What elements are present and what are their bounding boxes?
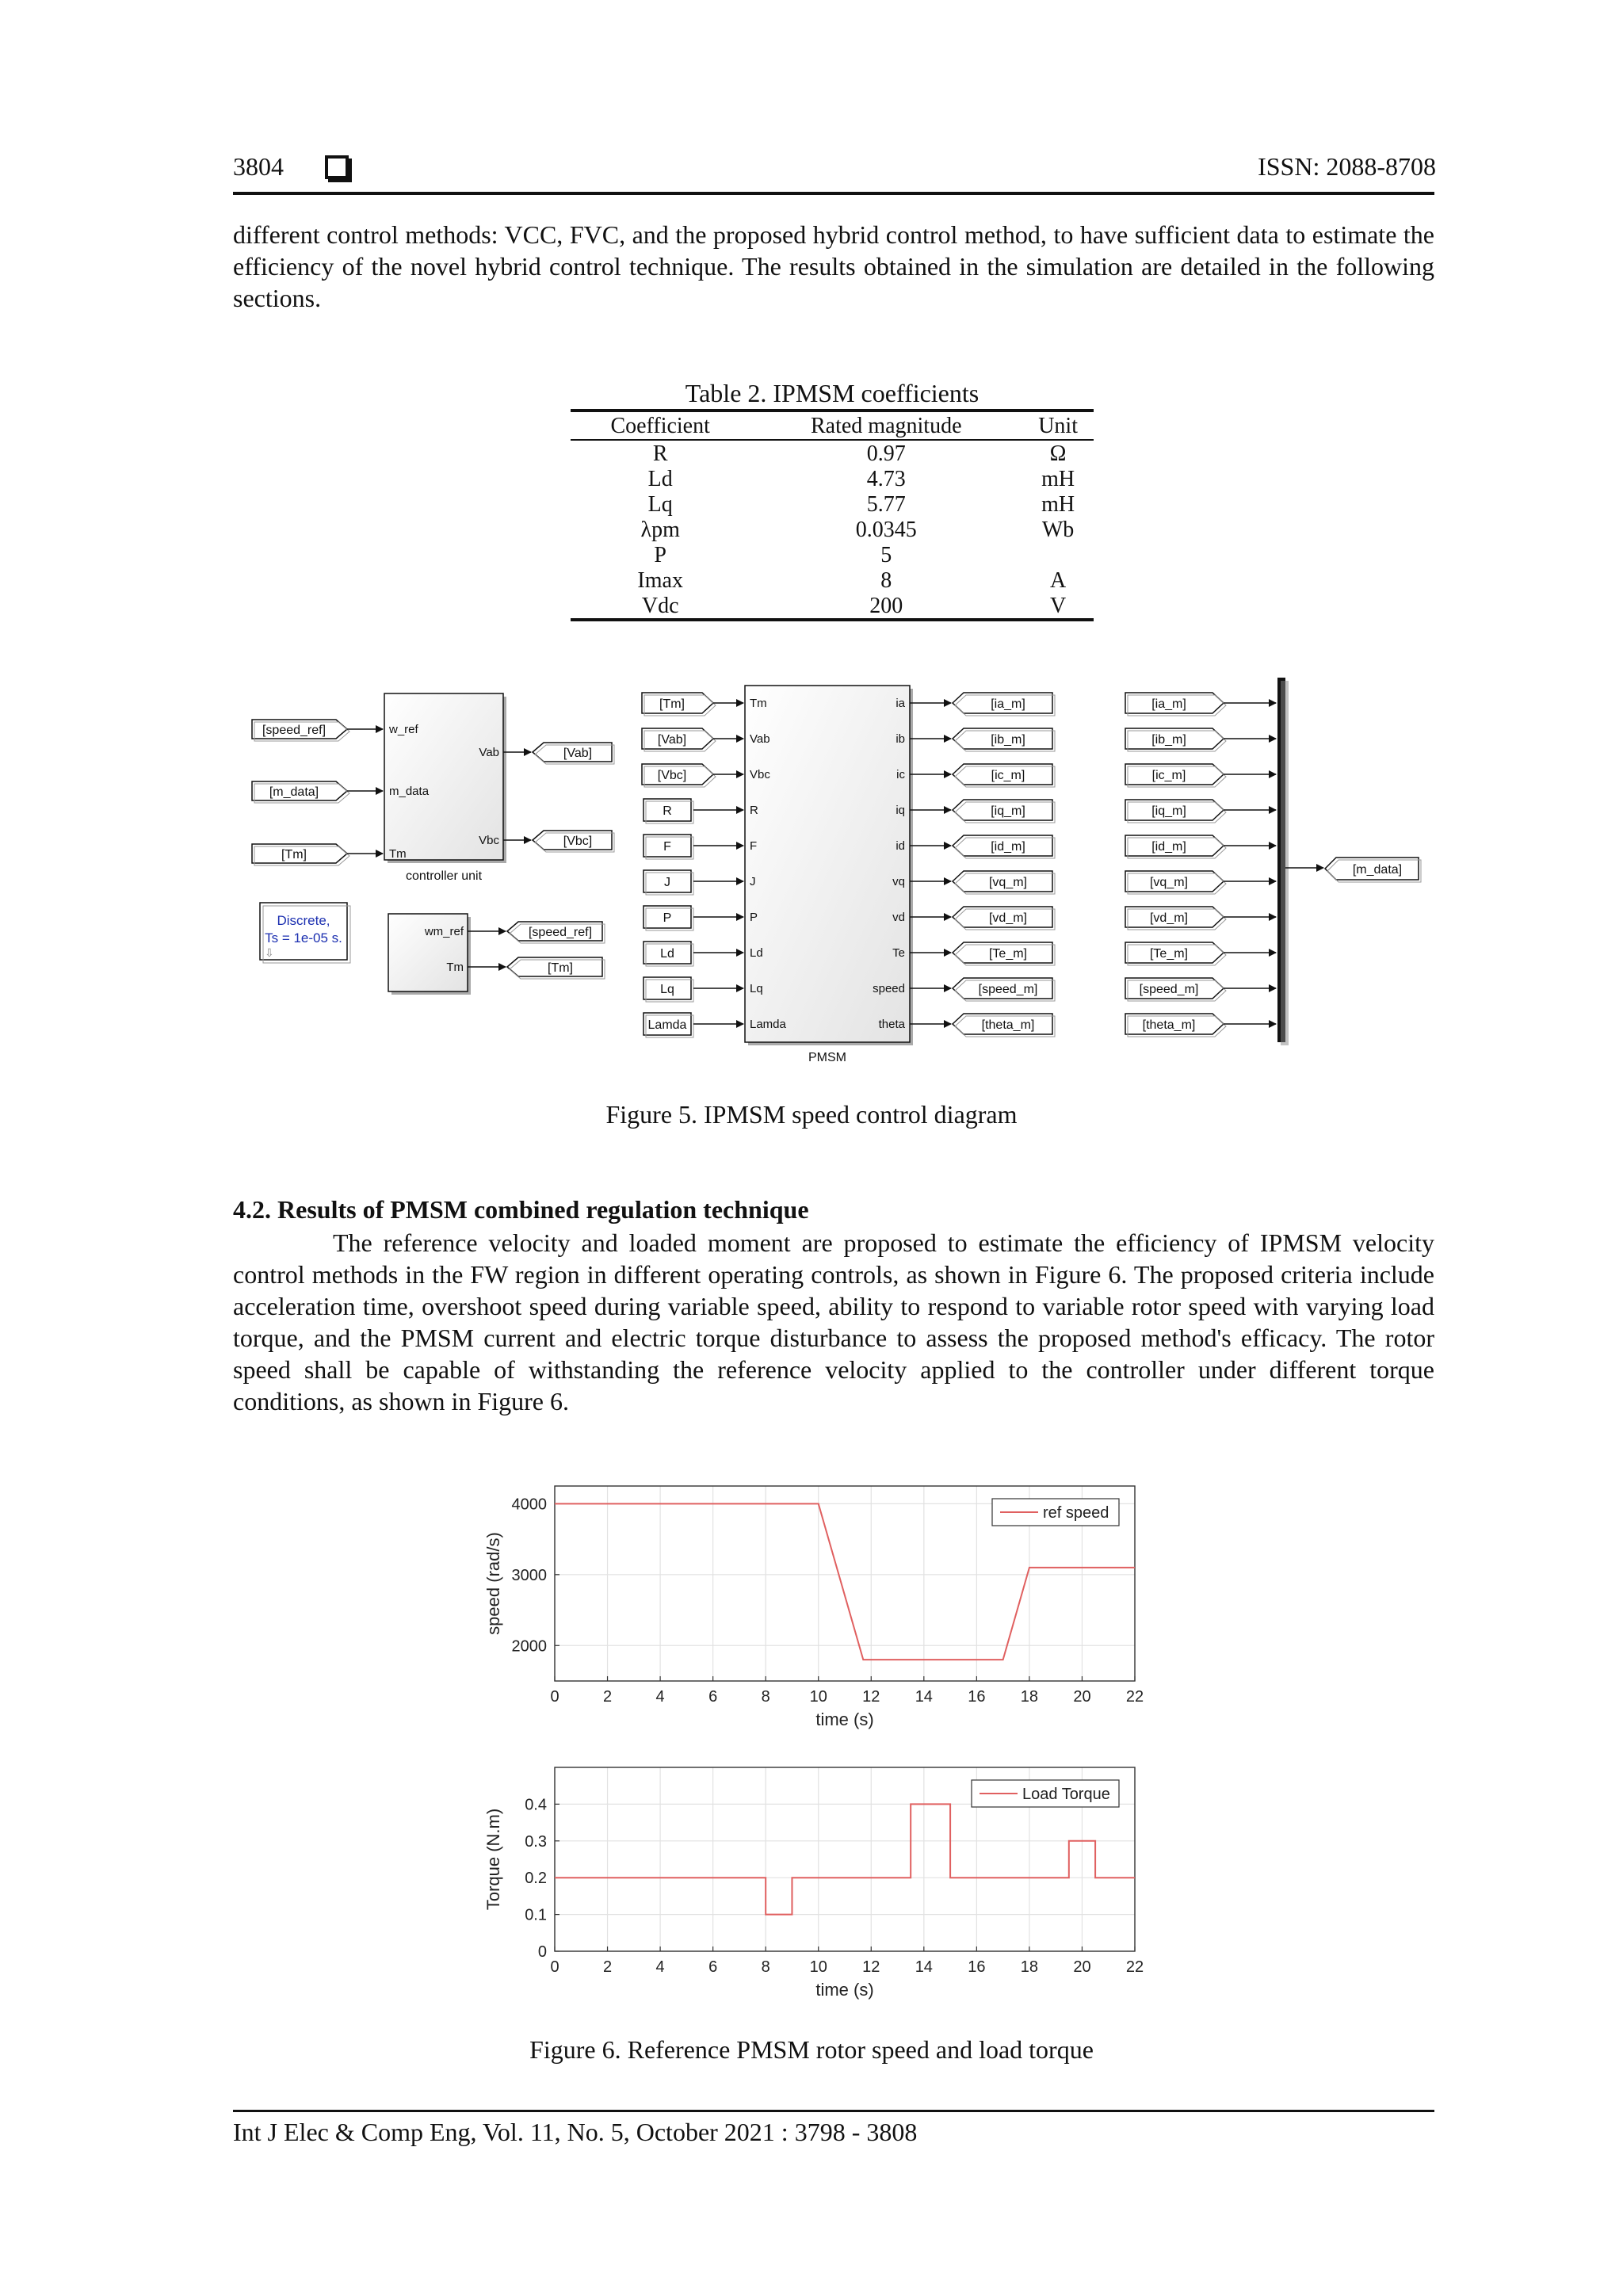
controller-output-port: Vbc (479, 834, 499, 847)
constant-label: Lamda (647, 1018, 687, 1032)
y-axis-label: speed (rad/s) (483, 1532, 503, 1635)
table-cell: 0.97 (866, 441, 906, 466)
table-cell: Vdc (571, 593, 750, 620)
x-tick-label: 12 (862, 1688, 880, 1706)
constant-label: F (663, 840, 671, 854)
x-tick-label: 10 (809, 1688, 827, 1706)
pmsm-output-port: id (896, 839, 905, 853)
y-tick-label: 0.2 (525, 1870, 547, 1888)
y-axis-label: Torque (N.m) (483, 1808, 503, 1911)
table-cell: 8 (880, 567, 892, 593)
table-cell: mH (1041, 466, 1075, 491)
pmsm-output-port: ia (896, 697, 905, 710)
speed-chart (483, 1486, 1144, 1729)
goto-tag-label: [Te_m] (988, 947, 1028, 961)
x-tick-label: 14 (915, 1958, 933, 1976)
legend-label: Load Torque (1022, 1786, 1110, 1803)
x-tick-label: 18 (1020, 1688, 1039, 1706)
x-tick-label: 0 (550, 1688, 559, 1706)
x-tick-label: 4 (655, 1688, 665, 1706)
x-tick-label: 6 (708, 1688, 718, 1706)
y-tick-label: 2000 (511, 1637, 547, 1656)
intro-paragraph: different control methods: VCC, FVC, and the proposed hybrid control method, to have sufficient data to estimate the efficiency of the novel hybrid control technique. The results obtained in the simulation are detailed in the following sections. (233, 220, 1434, 312)
goto-tag-label: [vd_m] (988, 911, 1028, 925)
figure5-caption: Figure 5. IPMSM speed control diagram (605, 1100, 1018, 1129)
section-paragraph: The reference velocity and loaded moment are proposed to estimate the efficiency of IPMSM velocity control methods in the FW region in different operating controls, as shown in Figure 6. The proposed criteria include acceleration time, overshoot speed during variable speed, ability to respond to variable rotor speed with varying load torque, and the PMSM current and electric torque disturbance to assess the proposed method's efficacy. The rotor speed shall be capable of withstanding the reference velocity applied to the controller under different torque conditions, as shown in Figure 6. (233, 1228, 1434, 1415)
table-cell: 5.77 (866, 491, 906, 517)
x-axis-label: time (s) (815, 1710, 874, 1729)
goto-tag-label: [ib_m] (991, 733, 1025, 747)
y-tick-label: 0.1 (525, 1906, 547, 1924)
constant-label: Ld (660, 947, 674, 961)
from-tag-label: [speed_ref] (262, 724, 327, 737)
goto-tag-label: [speed_ref] (528, 926, 593, 939)
pmsm-input-port: R (750, 804, 758, 817)
table-row (571, 542, 1094, 567)
goto-tag-label: [m_data] (1352, 863, 1403, 877)
legend-label: ref speed (1043, 1504, 1109, 1522)
x-tick-label: 20 (1073, 1688, 1091, 1706)
goto-tag-label: [ia_m] (991, 697, 1025, 711)
pmsm-output-port: ib (896, 732, 905, 746)
goto-tag-label: [vq_m] (988, 876, 1028, 889)
coefficients-table (571, 377, 1094, 621)
table-cell: 4.73 (866, 466, 906, 491)
goto-tag-label: [Vbc] (563, 835, 593, 848)
from-tag-label: [Te_m] (1149, 947, 1189, 961)
controller-name: controller unit (405, 869, 483, 883)
goto-tag-label: [id_m] (991, 840, 1025, 854)
from-tag-label: [ib_m] (1151, 733, 1186, 747)
table-cell: P (654, 542, 666, 567)
pmsm-input-port: J (750, 875, 756, 888)
table-row (571, 466, 1094, 491)
table-cell: λpm (640, 517, 680, 542)
x-tick-label: 10 (809, 1958, 827, 1976)
mux-bar-shadow (1281, 681, 1289, 1045)
controller-input-port: Tm (389, 847, 407, 861)
y-tick-label: 4000 (511, 1496, 547, 1514)
pmsm-input-port: F (750, 839, 758, 853)
pmsm-output-port: speed (873, 982, 905, 995)
table-cell: R (652, 441, 668, 466)
square-bullet-icon (325, 155, 349, 179)
constant-label: Lq (660, 983, 674, 996)
pmsm-input-port: Lamda (750, 1018, 786, 1031)
y-tick-label: 0 (537, 1943, 547, 1961)
goto-tag-label: [iq_m] (991, 804, 1025, 818)
table-cell: V (1022, 593, 1094, 620)
pmsm-name: PMSM (808, 1051, 846, 1064)
pmsm-input-port: P (750, 911, 758, 924)
table-cell: mH (1041, 491, 1075, 517)
speed-control-diagram (238, 678, 1442, 1074)
footer-rule (233, 2110, 1434, 2112)
x-tick-label: 12 (862, 1958, 880, 1976)
x-tick-label: 8 (761, 1958, 770, 1976)
x-tick-label: 6 (708, 1958, 718, 1976)
table-cell: Wb (1041, 517, 1075, 542)
table-row (571, 491, 1094, 517)
x-tick-label: 16 (968, 1688, 986, 1706)
from-tag-label: [vq_m] (1149, 876, 1189, 889)
pmsm-output-port: vq (892, 875, 905, 888)
reference-output-port: Tm (446, 961, 464, 974)
table-row (571, 440, 1094, 466)
table-cell: 5 (880, 542, 892, 567)
goto-tag-label: [Tm] (548, 961, 573, 975)
table-header: Unit (1022, 411, 1094, 440)
x-tick-label: 8 (761, 1688, 770, 1706)
from-tag-label: [theta_m] (1142, 1018, 1196, 1032)
from-tag-label: [id_m] (1151, 840, 1186, 854)
goto-tag-label: [ic_m] (991, 769, 1025, 782)
pmsm-input-port: Vab (750, 732, 770, 746)
powergui-text: Ts = 1e-05 s. (265, 930, 342, 946)
pmsm-input-port: Vbc (750, 768, 770, 781)
goto-tag-label: [speed_m] (978, 983, 1038, 996)
table-cell (1022, 542, 1094, 567)
x-tick-label: 20 (1073, 1958, 1091, 1976)
table-cell: A (1049, 567, 1067, 593)
from-tag-label: [Vbc] (657, 769, 687, 782)
pmsm-input-port: Ld (750, 946, 763, 960)
x-tick-label: 0 (550, 1958, 559, 1976)
goto-tag-label: [theta_m] (981, 1018, 1035, 1032)
pmsm-output-port: vd (892, 911, 905, 924)
from-tag-label: [speed_m] (1139, 983, 1199, 996)
from-tag-label: [ic_m] (1151, 769, 1186, 782)
figure6-caption: Figure 6. Reference PMSM rotor speed and load torque (529, 2035, 1094, 2064)
pmsm-output-port: ic (896, 768, 905, 781)
constant-label: P (663, 911, 672, 925)
table-cell: 200 (750, 593, 1022, 620)
issn: ISSN: 2088-8708 (1258, 152, 1436, 181)
from-tag-label: [Tm] (659, 697, 685, 711)
footer-citation: Int J Elec & Comp Eng, Vol. 11, No. 5, October 2021 : 3798 - 3808 (233, 2118, 918, 2146)
table-cell: Lq (647, 491, 673, 517)
x-axis-label: time (s) (815, 1980, 874, 2000)
table-header: Coefficient (571, 411, 750, 440)
goto-tag-label: [Vab] (563, 747, 593, 760)
x-tick-label: 22 (1125, 1688, 1144, 1706)
x-tick-label: 2 (602, 1958, 613, 1976)
x-tick-label: 16 (968, 1958, 986, 1976)
from-tag-label: [Tm] (281, 848, 307, 861)
figure6-charts (468, 1470, 1165, 2017)
y-tick-label: 0.4 (525, 1796, 547, 1814)
x-tick-label: 18 (1020, 1958, 1039, 1976)
header-rule (233, 192, 1434, 195)
from-tag-label: [iq_m] (1151, 804, 1186, 818)
pmsm-input-port: Lq (750, 982, 763, 995)
x-tick-label: 14 (915, 1688, 933, 1706)
pmsm-input-port: Tm (750, 697, 767, 710)
x-tick-label: 2 (602, 1688, 613, 1706)
powergui-text: Discrete, (277, 913, 330, 928)
table-row (571, 567, 1094, 593)
pmsm-output-port: theta (878, 1018, 905, 1031)
x-tick-label: 4 (655, 1958, 665, 1976)
y-tick-label: 3000 (511, 1566, 547, 1584)
from-tag-label: [Vab] (657, 733, 687, 747)
x-tick-label: 22 (1125, 1958, 1144, 1976)
table-row (571, 517, 1094, 542)
table-header: Rated magnitude (750, 411, 1022, 440)
table-cell: Ld (647, 466, 673, 491)
table-row (571, 593, 1094, 620)
table-cell: Ω (1049, 441, 1067, 466)
powergui-icon: ⇩ (265, 946, 274, 959)
controller-input-port: m_data (389, 785, 430, 798)
controller-input-port: w_ref (389, 723, 418, 736)
controller-output-port: Vab (479, 746, 499, 759)
pmsm-output-port: Te (892, 946, 905, 960)
constant-label: R (663, 804, 672, 818)
constant-label: J (664, 876, 670, 889)
page-number: 3804 (233, 152, 284, 181)
table-cell: Imax (637, 567, 683, 593)
table-cell: 0.0345 (855, 517, 917, 542)
pmsm-output-port: iq (896, 804, 905, 817)
section-heading: 4.2. Results of PMSM combined regulation technique (233, 1195, 809, 1224)
table-title: Table 2. IPMSM coefficients (685, 379, 980, 407)
from-tag-label: [m_data] (269, 785, 319, 799)
torque-chart (483, 1767, 1144, 2000)
y-tick-label: 0.3 (525, 1832, 547, 1851)
from-tag-label: [vd_m] (1149, 911, 1189, 925)
reference-output-port: wm_ref (424, 925, 464, 938)
from-tag-label: [ia_m] (1151, 697, 1186, 711)
